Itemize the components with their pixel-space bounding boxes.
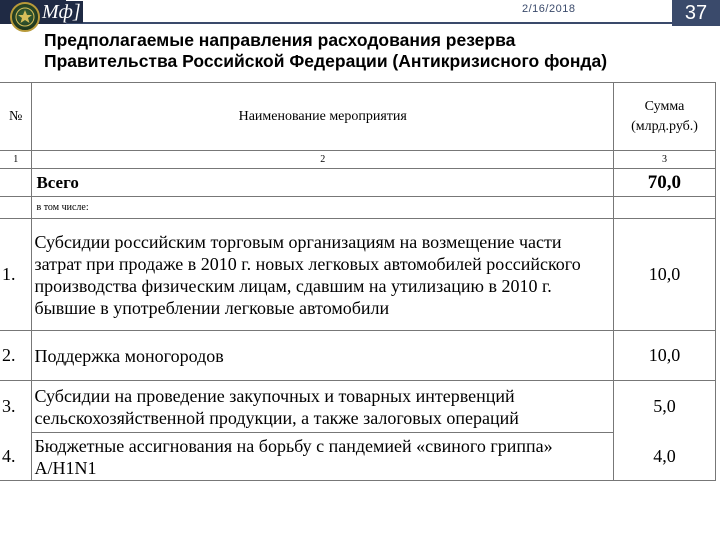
row-value: 4,0 bbox=[614, 433, 716, 481]
row-name: Субсидии на проведение закупочных и товарных интервенций сельскохозяйственной продукции, а также залоговых операций bbox=[32, 381, 614, 433]
row-number: 3. bbox=[0, 381, 32, 433]
row-value: 10,0 bbox=[614, 331, 716, 381]
slide-number: 37 bbox=[672, 0, 720, 26]
including-sum-cell bbox=[614, 197, 716, 219]
row-name: Субсидии российским торговым организациям на возмещение части затрат при продаже в 2010 г. новых легковых автомобилей российского производства физическим лицам, сдавшим на утилизацию в 2010 г. бывшие в употреблении легковые автомобили bbox=[32, 219, 614, 331]
header-bar bbox=[66, 0, 672, 24]
header-num: № bbox=[0, 83, 32, 151]
total-num-cell bbox=[0, 169, 32, 197]
including-num-cell bbox=[0, 197, 32, 219]
expenses-table bbox=[0, 82, 716, 481]
column-number-3: 3 bbox=[614, 151, 716, 169]
table-row bbox=[0, 381, 716, 433]
total-label: Всего bbox=[32, 169, 614, 197]
ministry-abbreviation: Мф] bbox=[42, 1, 81, 23]
column-number-1: 1 bbox=[0, 151, 32, 169]
header-sum: Сумма (млрд.руб.) bbox=[614, 83, 716, 151]
total-row bbox=[0, 169, 716, 197]
row-number: 1. bbox=[0, 219, 32, 331]
column-number-2: 2 bbox=[32, 151, 614, 169]
table-row bbox=[0, 331, 716, 381]
including-row bbox=[0, 197, 716, 219]
table-row bbox=[0, 433, 716, 481]
row-number: 2. bbox=[0, 331, 32, 381]
column-numbers-row bbox=[0, 151, 716, 169]
slide-title-line-2: Правительства Российской Федерации (Антикризисного фонда) bbox=[44, 51, 608, 71]
row-number: 4. bbox=[0, 433, 32, 481]
header-name: Наименование мероприятия bbox=[32, 83, 614, 151]
total-value: 70,0 bbox=[614, 169, 716, 197]
table-header-row bbox=[0, 83, 716, 151]
including-label: в том числе: bbox=[32, 197, 614, 219]
slide-date: 2/16/2018 bbox=[522, 3, 576, 15]
table-row bbox=[0, 219, 716, 331]
row-value: 5,0 bbox=[614, 381, 716, 433]
slide-header bbox=[0, 0, 720, 26]
slide-title bbox=[44, 30, 714, 72]
row-value: 10,0 bbox=[614, 219, 716, 331]
row-name: Бюджетные ассигнования на борьбу с пандемией «свиного гриппа» A/H1N1 bbox=[32, 433, 614, 481]
ministry-emblem-icon bbox=[10, 2, 40, 32]
row-name: Поддержка моногородов bbox=[32, 331, 614, 381]
slide-title-line-1: Предполагаемые направления расходования резерва bbox=[44, 30, 516, 50]
